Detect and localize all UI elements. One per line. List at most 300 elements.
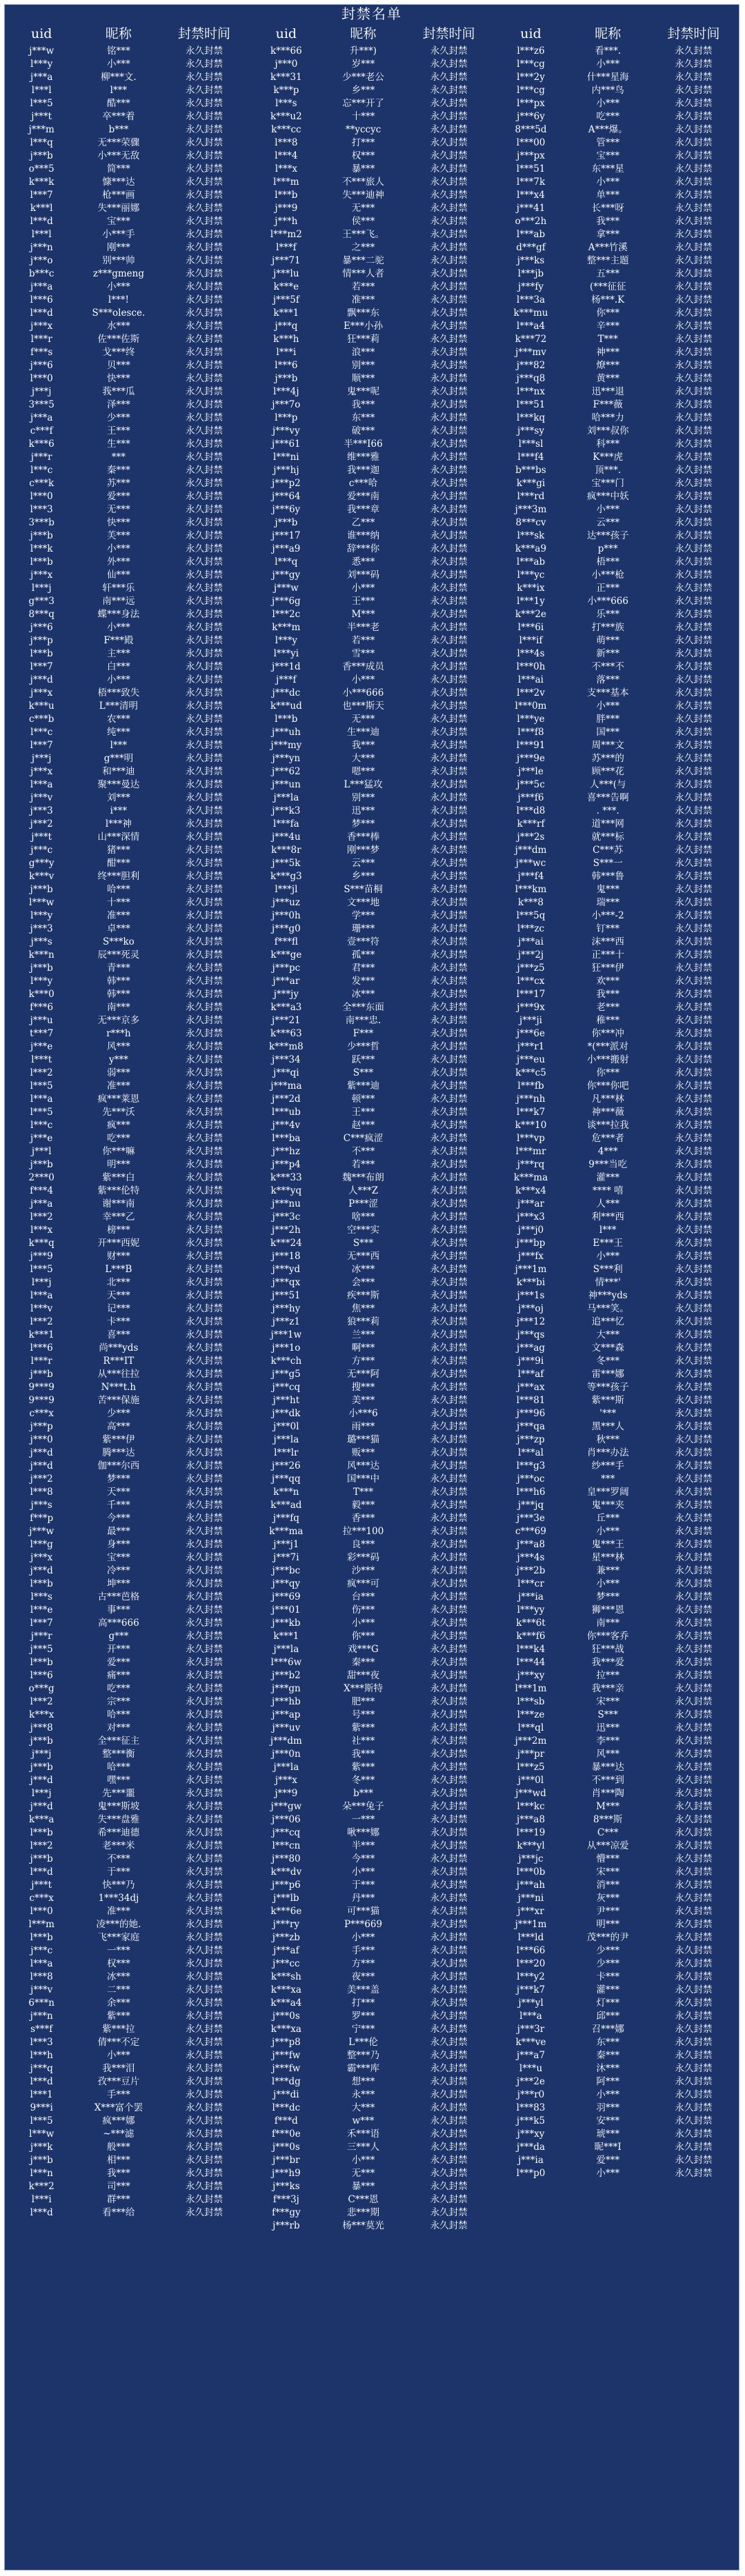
uid-cell: j***9: [275, 203, 298, 214]
ban-time-cell: 永久封禁: [430, 727, 468, 738]
uid-cell: j***p: [30, 635, 53, 646]
name-cell: 先***沃: [102, 1107, 135, 1118]
name-cell: 纱***手: [591, 1460, 624, 1471]
table-row: [250, 1040, 495, 1054]
uid-cell: l***yy: [517, 1604, 545, 1616]
name-cell: 爱***: [596, 2155, 620, 2166]
table-row: [5, 1643, 250, 1656]
ban-time-cell: 永久封禁: [675, 1107, 713, 1118]
table-row: [5, 1014, 250, 1027]
ban-time-cell: 永久封禁: [675, 1958, 713, 1969]
name-cell: 梦***: [596, 1591, 620, 1602]
uid-cell: j***h: [275, 216, 298, 227]
name-cell: 山***深情: [97, 832, 140, 843]
ban-time-cell: 永久封禁: [430, 465, 468, 476]
uid-cell: j***0s: [272, 2142, 300, 2153]
name-cell: 爱***南: [346, 491, 380, 502]
name-cell: L***伦: [348, 2037, 378, 2048]
name-cell: 无***: [351, 2168, 375, 2179]
uid-cell: j***4u: [271, 832, 301, 843]
name-cell: 宗***: [107, 1696, 130, 1707]
uid-cell: j***69: [272, 1591, 301, 1602]
uid-cell: k***x: [29, 1709, 54, 1720]
uid-cell: j***r1: [517, 1041, 545, 1052]
name-cell: S***: [352, 1067, 374, 1078]
header-name: 昵称: [350, 26, 377, 41]
ban-time-cell: 永久封禁: [675, 1840, 713, 1851]
table-row: [5, 84, 250, 97]
ban-time-cell: 永久封禁: [675, 884, 713, 895]
name-cell: L***清明: [99, 701, 139, 712]
uid-cell: l***81: [516, 1395, 546, 1406]
name-cell: 等***孩子: [586, 1382, 629, 1393]
table-row: [494, 2128, 739, 2141]
uid-cell: l***d8: [516, 805, 546, 816]
uid-cell: j***bc: [272, 1565, 301, 1576]
uid-cell: l***b: [30, 1827, 53, 1838]
name-cell: 无***: [351, 203, 375, 214]
uid-cell: k***ma: [513, 1172, 548, 1183]
name-cell: w***: [352, 2115, 375, 2126]
ban-time-cell: 永久封禁: [430, 347, 468, 358]
uid-cell: k***q: [28, 1238, 54, 1249]
ban-time-cell: 永久封禁: [675, 1526, 713, 1537]
ban-time-cell: 永久封禁: [430, 1866, 468, 1878]
table-row: [5, 268, 250, 281]
table-row: [5, 962, 250, 975]
uid-cell: j***zp: [517, 1434, 545, 1445]
uid-cell: j***cc: [272, 1958, 300, 1969]
ban-time-cell: 永久封禁: [186, 1369, 223, 1380]
table-row: [494, 543, 739, 556]
table-row: [5, 1892, 250, 1905]
table-row: [494, 805, 739, 818]
name-cell: 刚***: [107, 242, 130, 253]
uid-cell: l***6i: [517, 622, 544, 633]
name-cell: 社***: [351, 1735, 375, 1747]
table-row: [5, 1119, 250, 1132]
name-cell: 风***: [596, 1749, 620, 1760]
table-row: [250, 556, 495, 569]
name-cell: 丘***: [596, 1513, 620, 1524]
name-cell: 紫***伦特: [97, 1185, 140, 1196]
name-cell: 聚***曼达: [97, 779, 140, 790]
name-cell: 小***无敌: [97, 150, 140, 161]
uid-cell: j***dc: [272, 687, 301, 698]
ban-time-cell: 永久封禁: [675, 674, 713, 685]
table-row: [250, 936, 495, 949]
name-cell: 人***: [596, 1198, 620, 1209]
name-cell: 羽***: [596, 2102, 620, 2113]
ban-time-cell: 永久封禁: [186, 530, 223, 541]
name-cell: 事***: [107, 1604, 130, 1616]
uid-cell: f***gy: [272, 2207, 301, 2218]
ban-time-cell: 永久封禁: [675, 1893, 713, 1904]
table-row: [494, 1643, 739, 1656]
uid-cell: l***v: [30, 1303, 53, 1314]
name-cell: 别***: [351, 792, 375, 803]
uid-cell: l***w: [29, 2129, 54, 2140]
table-row: [250, 1787, 495, 1800]
name-cell: 暴***: [351, 163, 375, 174]
table-row: [5, 1931, 250, 1944]
table-row: [5, 1617, 250, 1630]
uid-cell: j***s: [30, 936, 52, 947]
name-cell: 小***手: [102, 229, 135, 240]
table-row: [250, 805, 495, 818]
ban-time-cell: 永久封禁: [675, 530, 713, 541]
ban-time-cell: 永久封禁: [186, 740, 223, 751]
ban-time-cell: 永久封禁: [186, 85, 223, 96]
name-cell: 顶***.: [595, 465, 622, 476]
table-row: [494, 1486, 739, 1499]
uid-cell: j***f6: [517, 792, 544, 803]
ban-time-cell: 永久封禁: [430, 2063, 468, 2074]
table-row: [250, 1276, 495, 1289]
table-row: [5, 2023, 250, 2036]
ban-time-cell: 永久封禁: [186, 203, 223, 214]
uid-cell: j***q: [275, 321, 298, 332]
uid-cell: l***0: [30, 373, 53, 384]
ban-time-cell: 永久封禁: [430, 1853, 468, 1864]
table-row: [5, 634, 250, 647]
uid-cell: l***sk: [517, 530, 545, 541]
table-row: [5, 1564, 250, 1578]
ban-time-cell: 永久封禁: [675, 805, 713, 816]
uid-cell: j***3c: [272, 1211, 301, 1222]
ban-time-cell: 永久封禁: [186, 714, 223, 725]
uid-cell: j***k5: [516, 2115, 546, 2126]
name-cell: 乐***: [596, 609, 620, 620]
name-cell: 王***: [107, 425, 130, 436]
table-row: [5, 385, 250, 399]
name-cell: A***竹溪: [588, 242, 628, 253]
table-row: [250, 1302, 495, 1316]
uid-cell: l***c: [30, 727, 53, 738]
table-row: [5, 1538, 250, 1551]
name-cell: 你***冲: [591, 1028, 624, 1039]
uid-cell: k***f6: [516, 1631, 546, 1642]
uid-cell: k***a3: [270, 1002, 302, 1013]
table-row: [250, 1971, 495, 1984]
name-cell: 一***: [107, 1945, 130, 1956]
ban-time-cell: 永久封禁: [186, 818, 223, 829]
table-row: [250, 97, 495, 110]
ban-time-cell: 永久封禁: [430, 989, 468, 1000]
name-cell: 珊***: [351, 923, 375, 934]
name-cell: 小***: [596, 2089, 620, 2100]
table-row: [5, 909, 250, 923]
name-cell: i***: [110, 805, 128, 816]
name-cell: 明***: [107, 1159, 130, 1170]
table-row: [250, 2167, 495, 2180]
table-row: [5, 1420, 250, 1433]
name-cell: 赵***: [351, 1120, 375, 1131]
name-cell: 美***: [351, 1395, 375, 1406]
uid-cell: j***ji: [519, 1015, 542, 1026]
table-row: [250, 569, 495, 582]
ban-time-cell: 永久封禁: [186, 2207, 223, 2218]
ban-time-cell: 永久封禁: [430, 936, 468, 947]
ban-time-cell: 永久封禁: [430, 386, 468, 397]
ban-time-cell: 永久封禁: [186, 1866, 223, 1878]
uid-cell: j***eu: [516, 1054, 546, 1065]
table-row: [5, 1381, 250, 1394]
table-row: [5, 1958, 250, 1971]
table-row: [5, 307, 250, 320]
ban-time-cell: 永久封禁: [430, 85, 468, 96]
name-cell: 酣***: [107, 858, 130, 869]
uid-cell: k***33: [270, 1172, 302, 1183]
table-row: [5, 425, 250, 438]
ban-time-cell: 永久封禁: [430, 792, 468, 803]
name-cell: 相***: [107, 2155, 130, 2166]
ban-time-cell: 永久封禁: [430, 1683, 468, 1694]
uid-cell: o***2h: [515, 216, 547, 227]
uid-cell: j***n: [30, 242, 53, 253]
ban-time-cell: 永久封禁: [430, 1618, 468, 1629]
uid-cell: l***ba: [272, 1133, 301, 1144]
table-row: [5, 1774, 250, 1787]
name-cell: 乡***: [351, 871, 375, 882]
name-cell: 肖***陶: [591, 1788, 624, 1799]
table-row: [250, 2089, 495, 2102]
name-cell: 打***: [351, 137, 375, 148]
uid-cell: j***2b: [516, 1565, 546, 1576]
table-row: [494, 1119, 739, 1132]
table-row: [250, 333, 495, 346]
table-row: [5, 202, 250, 215]
table-row: [5, 2062, 250, 2075]
ban-time-cell: 永久封禁: [675, 1329, 713, 1340]
uid-cell: l***3: [30, 504, 53, 515]
table-row: [250, 163, 495, 176]
table-row: [250, 2154, 495, 2167]
name-cell: ~***滤: [103, 2129, 135, 2140]
ban-time-cell: 永久封禁: [430, 1356, 468, 1367]
ban-time-cell: 永久封禁: [430, 2011, 468, 2022]
name-cell: 兰***: [351, 1329, 375, 1340]
uid-cell: l***b: [30, 556, 53, 567]
table-row: [250, 1014, 495, 1027]
table-row: [5, 543, 250, 556]
uid-cell: j***a7: [516, 2050, 546, 2061]
uid-cell: j***hz: [272, 1146, 300, 1157]
ban-time-cell: 永久封禁: [675, 1094, 713, 1105]
name-cell: M***: [351, 609, 375, 620]
ban-time-cell: 永久封禁: [186, 963, 223, 974]
name-cell: 五***: [596, 268, 620, 279]
ban-time-cell: 永久封禁: [186, 556, 223, 567]
name-cell: 小***搬射: [586, 1054, 629, 1065]
uid-cell: l***ai: [518, 674, 544, 685]
table-row: [5, 281, 250, 294]
table-row: [5, 1735, 250, 1748]
table-row: [5, 320, 250, 333]
uid-cell: l***5: [30, 2115, 53, 2126]
uid-cell: l***af: [517, 1369, 544, 1380]
ban-time-cell: 永久封禁: [675, 334, 713, 345]
ban-time-cell: 永久封禁: [675, 1578, 713, 1589]
table-row: [494, 1237, 739, 1250]
uid-cell: l***0: [30, 491, 53, 502]
table-row: [5, 346, 250, 359]
table-row: [494, 1355, 739, 1368]
uid-cell: k***ma: [269, 1526, 304, 1537]
table-row: [250, 2102, 495, 2115]
uid-cell: l***ub: [271, 1107, 301, 1118]
uid-cell: k***l: [30, 203, 53, 214]
uid-cell: l***g: [30, 1539, 53, 1550]
ban-time-cell: 永久封禁: [675, 1264, 713, 1275]
ban-time-cell: 永久封禁: [186, 1801, 223, 1812]
ban-time-cell: 永久封禁: [675, 137, 713, 148]
table-row: [494, 1525, 739, 1538]
name-cell: 韩***: [107, 976, 130, 987]
ban-time-cell: 永久封禁: [186, 1539, 223, 1550]
ban-time-cell: 永久封禁: [186, 46, 223, 57]
table-row: [494, 1918, 739, 1931]
ban-time-cell: 永久封禁: [675, 661, 713, 672]
column-header: [250, 23, 495, 45]
ban-time-cell: 永久封禁: [675, 1198, 713, 1209]
name-cell: C***: [597, 1827, 619, 1838]
uid-cell: k***24: [270, 1238, 302, 1249]
name-cell: 小***: [351, 583, 375, 594]
uid-cell: f***fl: [274, 936, 298, 947]
table-row: [494, 1578, 739, 1591]
name-cell: 正***: [596, 583, 620, 594]
name-cell: 贝***: [107, 360, 130, 371]
name-cell: 少***: [107, 1408, 130, 1419]
name-cell: 杨***.K: [591, 294, 625, 305]
uid-cell: k***h: [273, 334, 299, 345]
name-cell: 甜***夜: [346, 1670, 380, 1681]
uid-cell: k***ge: [270, 949, 302, 960]
ban-time-cell: 永久封禁: [186, 884, 223, 895]
name-cell: 整***主题: [586, 255, 629, 266]
uid-cell: j***qa: [516, 1421, 546, 1432]
table-row: [5, 1997, 250, 2010]
table-row: [5, 1473, 250, 1486]
table-row: [5, 1460, 250, 1473]
table-row: [5, 1329, 250, 1342]
table-row: [494, 1132, 739, 1145]
table-row: [494, 634, 739, 647]
uid-cell: j***xr: [517, 1906, 544, 1917]
table-row: [494, 1656, 739, 1669]
uid-cell: d***gf: [516, 242, 546, 253]
name-cell: 顾***花: [591, 766, 624, 777]
name-cell: 破***: [351, 425, 375, 436]
name-cell: 天***: [107, 1290, 130, 1301]
uid-cell: j***0: [30, 1434, 53, 1445]
name-cell: 天***: [107, 1487, 130, 1498]
uid-cell: c***f: [30, 425, 53, 436]
name-cell: 学***: [351, 910, 375, 921]
name-cell: 整***乃: [346, 2050, 380, 2061]
table-row: [5, 359, 250, 372]
uid-cell: j***my: [270, 740, 302, 751]
uid-cell: j***af: [273, 1945, 299, 1956]
name-cell: S***一: [593, 858, 623, 869]
name-cell: 谢***南: [102, 1198, 135, 1209]
ban-time-cell: 永久封禁: [675, 1644, 713, 1655]
ban-time-cell: 永久封禁: [430, 1801, 468, 1812]
uid-cell: j***w: [273, 583, 299, 594]
uid-cell: l***d: [30, 2207, 53, 2218]
table-row: [494, 1787, 739, 1800]
name-cell: 小***: [351, 2155, 375, 2166]
uid-cell: l***d: [30, 2076, 53, 2087]
ban-time-cell: 永久封禁: [186, 452, 223, 463]
ban-time-cell: 永久封禁: [430, 229, 468, 240]
name-cell: 刘***: [107, 792, 130, 803]
name-cell: 财***: [107, 1251, 130, 1262]
uid-cell: k***mu: [513, 308, 548, 319]
uid-cell: j***a: [30, 72, 53, 83]
ban-time-cell: 永久封禁: [675, 845, 713, 856]
uid-cell: j***v: [30, 792, 53, 803]
ban-time-cell: 永久封禁: [430, 1080, 468, 1091]
ban-time-cell: 永久封禁: [675, 1788, 713, 1799]
uid-cell: j***d: [30, 1460, 53, 1471]
ban-time-cell: 永久封禁: [430, 2076, 468, 2087]
ban-time-cell: 永久封禁: [430, 1120, 468, 1131]
ban-time-cell: 永久封禁: [430, 2050, 468, 2061]
uid-cell: j***wc: [515, 858, 546, 869]
uid-cell: l***51: [516, 163, 546, 174]
ban-time-cell: 永久封禁: [675, 229, 713, 240]
table-row: [250, 857, 495, 870]
ban-time-cell: 永久封禁: [675, 111, 713, 122]
ban-time-cell: 永久封禁: [430, 583, 468, 594]
uid-cell: j***0l: [273, 1421, 299, 1432]
uid-cell: l***0m: [515, 701, 547, 712]
name-cell: 云***: [596, 517, 620, 528]
ban-time-cell: 永久封禁: [430, 1906, 468, 1917]
table-row: [250, 412, 495, 425]
uid-cell: j***yd: [272, 1264, 301, 1275]
ban-time-cell: 永久封禁: [430, 452, 468, 463]
table-row: [494, 936, 739, 949]
name-cell: *(***派对: [587, 1041, 628, 1052]
uid-cell: o***5: [28, 163, 54, 174]
header-time: 封禁时间: [422, 26, 475, 41]
name-cell: y***: [108, 1054, 128, 1065]
uid-cell: l***2: [30, 1840, 53, 1851]
table-row: [494, 1447, 739, 1460]
uid-cell: j***nu: [271, 1198, 301, 1209]
name-cell: 生***迪: [346, 727, 380, 738]
table-row: [494, 1499, 739, 1512]
name-cell: 小***: [351, 1932, 375, 1943]
ban-time-cell: 永久封禁: [186, 832, 223, 843]
name-cell: g***: [108, 1631, 129, 1642]
uid-cell: j***9e: [517, 753, 546, 764]
ban-time-cell: 永久封禁: [675, 687, 713, 698]
name-cell: 疯***可: [346, 1578, 380, 1589]
uid-cell: j***la: [273, 792, 299, 803]
table-row: [494, 1761, 739, 1774]
name-cell: 方***: [351, 1958, 375, 1969]
header-uid: uid: [520, 26, 542, 41]
name-cell: 榜***: [107, 1225, 130, 1236]
ban-time-cell: 永久封禁: [675, 1408, 713, 1419]
table-row: [494, 1669, 739, 1682]
ban-time-cell: 永久封禁: [675, 543, 713, 554]
table-row: [494, 1997, 739, 2010]
